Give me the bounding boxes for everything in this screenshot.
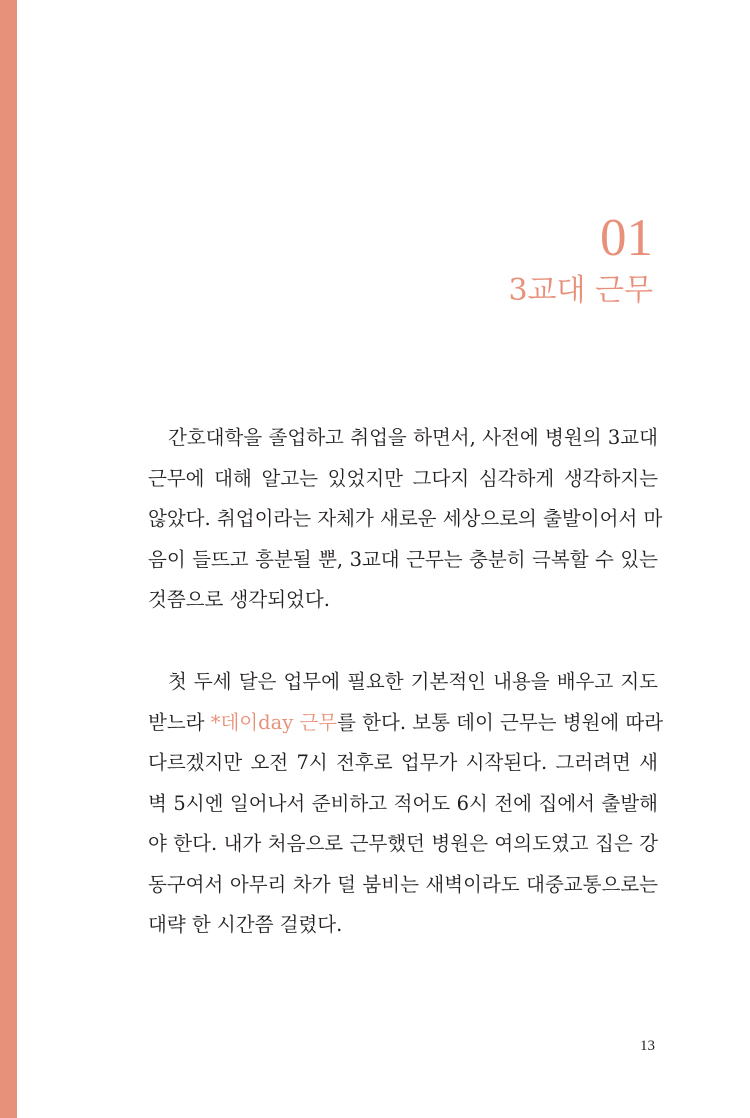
paragraph-line: 야 한다. 내가 처음으로 근무했던 병원은 여의도였고 집은 강 (148, 832, 658, 855)
paragraph-line: 음이 들뜨고 흥분될 뿐, 3교대 근무는 충분히 극복할 수 있는 (148, 547, 658, 571)
paragraph-line: 대략 한 시간쯤 걸렸다. (148, 913, 343, 936)
chapter-number: 01 (600, 209, 653, 267)
paragraph-line: 다르겠지만 오전 7시 전후로 업무가 시작된다. 그러려면 새 (148, 751, 658, 774)
page-number: 13 (640, 1038, 655, 1054)
paragraph-2 (148, 662, 664, 946)
paragraph-line: 근무에 대해 알고는 있었지만 그다지 심각하게 생각하지는 (148, 466, 658, 490)
paragraph-line: 벽 5시엔 일어나서 준비하고 적어도 6시 전에 집에서 출발해 (148, 791, 658, 815)
footnote-term-day-shift: *데이day 근무 (210, 710, 338, 734)
paragraph-line-with-footnote-term (148, 703, 664, 744)
text-segment: 받느라 (148, 710, 211, 734)
paragraph-line: 간호대학을 졸업하고 취업을 하면서, 사전에 병원의 3교대 (168, 426, 658, 449)
paragraph-line: 첫 두세 달은 업무에 필요한 기본적인 내용을 배우고 지도 (168, 670, 658, 693)
paragraph-line: 동구여서 아무리 차가 덜 붐비는 새벽이라도 대중교통으로는 (148, 872, 658, 896)
chapter-title: 3교대 근무 (508, 273, 653, 308)
text-segment: 를 한다. 보통 데이 근무는 병원에 따라 (337, 710, 664, 734)
paragraph-line: 것쯤으로 생각되었다. (148, 588, 330, 611)
paragraph-1 (148, 418, 663, 621)
page-edge-accent-bar (0, 0, 17, 1118)
paragraph-line: 않았다. 취업이라는 자체가 새로운 세상으로의 출발이어서 마 (148, 507, 663, 530)
